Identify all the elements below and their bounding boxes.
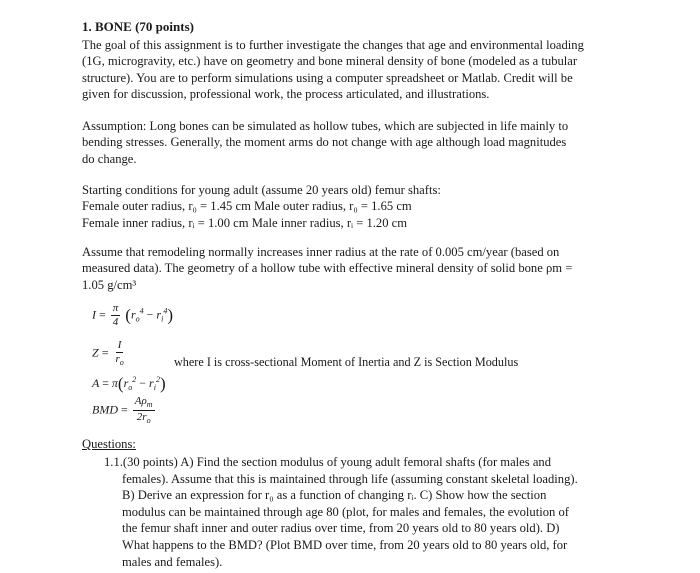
starting-conditions-paragraph — [82, 182, 622, 231]
assumption-line: do change. — [82, 151, 137, 166]
remodel-line: 1.05 g/cm³ — [82, 277, 137, 292]
remodel-line: Assume that remodeling normally increases inner radius at the rate of 0.005 cm/year (based on — [82, 245, 560, 259]
intro-line: The goal of this assignment is to further investigate the changes that age and environmental loading — [82, 38, 584, 52]
starting-line: Female inner radius, rᵢ = 1.00 cm Male inner radius, rᵢ = 1.20 cm — [82, 215, 408, 230]
intro-paragraph — [82, 37, 622, 103]
question-line: What happens to the BMD? (Plot BMD over time, from 20 years old to 80 years old, for — [122, 537, 568, 552]
section-heading: 1. BONE (70 points) — [82, 19, 194, 34]
question-line: males and females). — [122, 554, 223, 569]
questions-title: Questions: — [82, 437, 136, 451]
question-line: 1.1.(30 points) A) Find the section modulus of young adult femoral shafts (for males and — [104, 455, 552, 469]
starting-line: Starting conditions for young adult (assume 20 years old) femur shafts: — [82, 183, 441, 197]
equation-note: where I is cross-sectional Moment of Inertia and Z is Section Modulus — [174, 355, 519, 369]
equation-moment-of-inertia: I = $\frac{\pi}{4}$ $(r_o^4 - r_i^4)$ — [92, 302, 173, 328]
starting-line: Female outer radius, r₀ = 1.45 cm Male outer radius, r₀ = 1.65 cm — [82, 199, 412, 214]
question-line: B) Derive an expression for r₀ as a function of changing rᵢ. C) Show how the section — [122, 488, 547, 503]
assumption-paragraph — [82, 118, 622, 167]
equation-section-modulus: Z = $\frac{I}{r_o}$ — [92, 339, 124, 367]
remodeling-paragraph — [82, 244, 622, 293]
question-1-1 — [104, 454, 616, 570]
question-line: the femur shaft inner and outer radius over time, from 20 years old to 80 years old). D) — [122, 521, 560, 536]
intro-line: given for discussion, professional work, the process articulated, and illustrations. — [82, 87, 490, 102]
intro-line: (1G, microgravity, etc.) have on geometry and bone mineral density of bone (modeled as a tubular — [82, 54, 578, 69]
remodel-line: measured data). The geometry of a hollow tube with effective mineral density of solid bone ρm = — [82, 261, 573, 276]
equation-bmd: BMD = $\frac{A\rho_m}{2r_o}$ — [92, 395, 153, 425]
assumption-line: Assumption: Long bones can be simulated as hollow tubes, which are subjected in life mainly to — [82, 119, 569, 133]
assumption-line: bending stresses. Generally, the moment arms do not change with age although load magnitudes — [82, 135, 567, 150]
question-line: modulus can be maintained through age 80 (plot, for males and females, the evolution of — [122, 504, 569, 519]
question-line: females). Assume that this is maintained through life (assuming constant skeletal loading). — [122, 471, 578, 486]
equation-area: $A = \pi(r_o^2 - r_i^2)$ — [92, 374, 166, 393]
intro-line: structure). You are to perform simulations using a computer spreadsheet or Matlab. Credit will be — [82, 70, 573, 85]
